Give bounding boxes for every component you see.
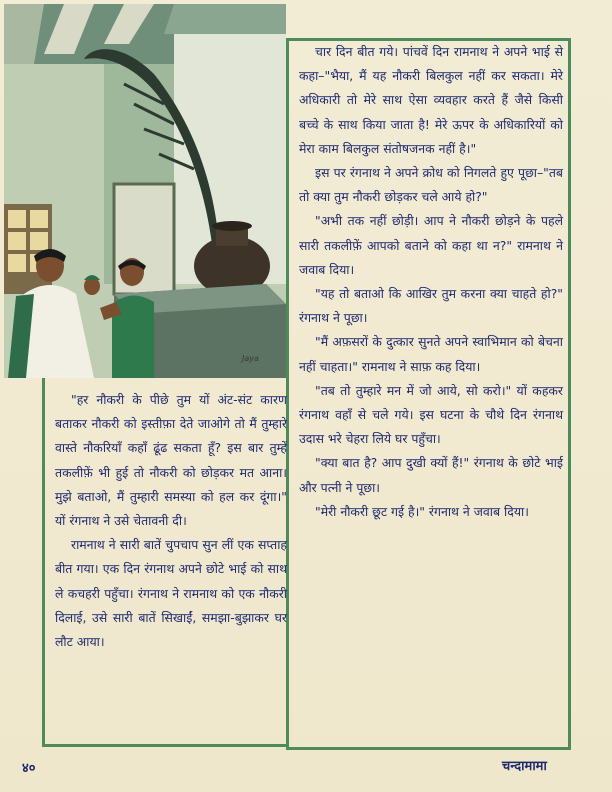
illustration-two-brothers-icon xyxy=(4,4,286,378)
magazine-title: चन्दामामा xyxy=(502,759,547,774)
left-text-column xyxy=(55,388,287,654)
page-number: ४० xyxy=(22,761,36,776)
paragraph: "यह तो बताओ कि आखिर तुम करना क्या चाहते हो?" रंगनाथ ने पूछा। xyxy=(299,286,563,326)
paragraph: इस पर रंगनाथ ने अपने क्रोध को निगलते हुए पूछा–"तब तो क्या तुम नौकरी छोड़कर चले आये हो?" xyxy=(299,165,563,205)
paragraph: "क्या बात है? आप दुखी क्यों हैं!" रंगनाथ के छोटे भाई और पत्नी ने पूछा। xyxy=(299,455,563,495)
artist-signature: Jaya xyxy=(242,354,259,363)
right-text-column xyxy=(299,40,563,524)
paragraph: चार दिन बीत गये। पांचवें दिन रामनाथ ने अपने भाई से कहा–"भैया, मैं यह नौकरी बिलकुल नहीं कर सकता। मेरे अधिकारी तो मेरे साथ ऐसा व्यवहार करते हैं जैसे किसी बच्चे के साथ किया जाता है! मेरे ऊपर के अधिकारियों को मेरा काम बिलकुल संतोषजनक नहीं है।" xyxy=(299,44,563,156)
story-illustration xyxy=(4,4,286,378)
paragraph: "अभी तक नहीं छोड़ी। आप ने नौकरी छोड़ने के पहले सारी तकलीफ़ें आपको बताने को कहा था न?" रामनाथ ने जवाब दिया। xyxy=(299,213,563,277)
paragraph: "मेरी नौकरी छूट गई है।" रंगनाथ ने जवाब दिया। xyxy=(315,503,529,519)
paragraph: "हर नौकरी के पीछे तुम यों अंट-संट कारण बताकर नौकरी को इस्तीफ़ा देते जाओगे तो मैं तुम्हारे वास्ते नौकरियाँ कहाँ ढूंढ सकता हूँ? इस बार तुम्हें तकलीफ़ें भी हुई तो नौकरी को छोड़कर मत आना। मुझे बताओ, मैं तुम्हारी समस्या को हल कर दूंगा।" यों रंगनाथ ने उसे चेतावनी दी। xyxy=(55,392,287,529)
paragraph: रामनाथ ने सारी बातें चुपचाप सुन लीं एक सप्ताह बीत गया। एक दिन रंगनाथ अपने छोटे भाई को साथ ले कचहरी पहुँचा। रंगनाथ ने रामनाथ को एक नौकरी दिलाई, उसे सारी बातें सिखाईं, समझा-बुझाकर घर लौट आया। xyxy=(55,537,287,650)
paragraph: "मैं अफ़सरों के दुत्कार सुनते अपने स्वाभिमान को बेचना नहीं चाहता।" रामनाथ ने साफ़ कह दिया। xyxy=(299,334,563,374)
paragraph: "तब तो तुम्हारे मन में जो आये, सो करो।" यों कहकर रंगनाथ वहाँ से चले गये। इस घटना के चौथे दिन रंगनाथ उदास भरे चेहरा लिये घर पहुँचा। xyxy=(299,382,563,447)
